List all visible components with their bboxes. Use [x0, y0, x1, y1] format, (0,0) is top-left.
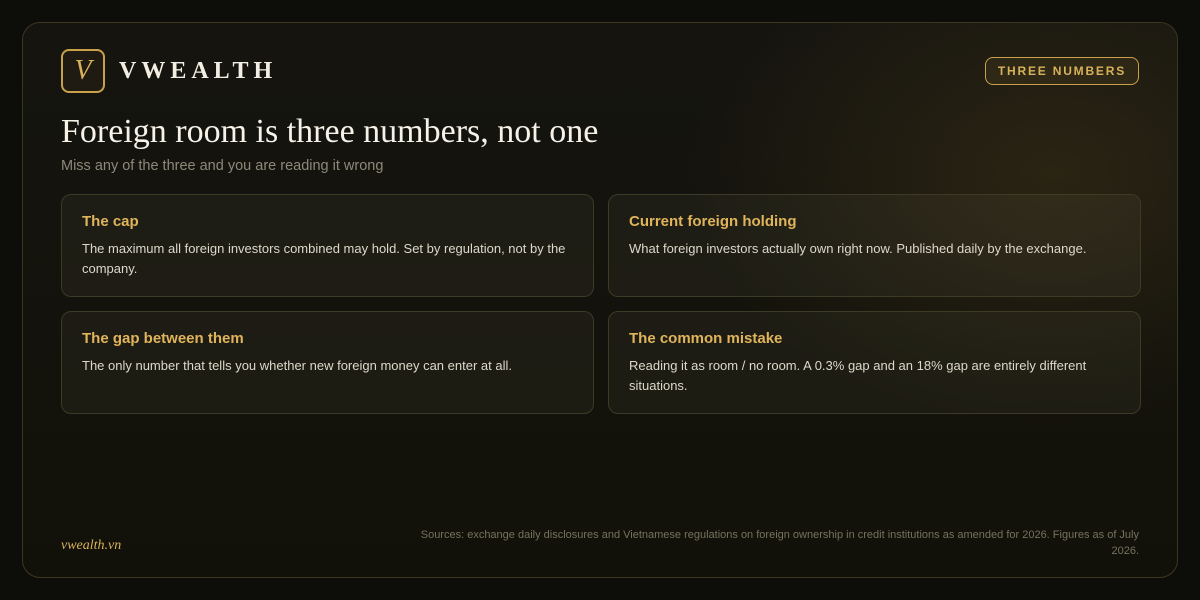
card-text: The only number that tells you whether new foreign money can enter at all. [82, 358, 512, 373]
brand [61, 49, 277, 93]
card-gap-between-them [61, 311, 594, 414]
logo-mark [61, 49, 105, 93]
card-title: The cap [82, 213, 139, 230]
header [61, 49, 1139, 93]
card-current-foreign-holding [608, 194, 1141, 297]
cards-grid [61, 194, 1141, 414]
slide-frame [22, 22, 1178, 578]
footer-website-link[interactable]: vwealth.vn [61, 538, 122, 553]
card-title: The common mistake [629, 330, 783, 347]
card-text: What foreign investors actually own right now. Published daily by the exchange. [629, 241, 1087, 256]
card-title: Current foreign holding [629, 213, 797, 230]
card-text: The maximum all foreign investors combined may hold. Set by regulation, not by the company. [82, 241, 566, 276]
logo-letter: V [74, 55, 92, 86]
card-title: The gap between them [82, 330, 244, 347]
card-cap [61, 194, 594, 297]
topic-badge: THREE NUMBERS [985, 57, 1139, 85]
page-title: Foreign room is three numbers, not one [61, 113, 599, 150]
card-text: Reading it as room / no room. A 0.3% gap and an 18% gap are entirely different situations. [629, 358, 1087, 393]
card-common-mistake [608, 311, 1141, 414]
page-subtitle: Miss any of the three and you are reading it wrong [61, 158, 384, 174]
brand-name: VWEALTH [119, 57, 278, 84]
sources-note: Sources: exchange daily disclosures and Vietnamese regulations on foreign ownership in credit institutions as amended for 2026. Figures as of July 2026. [420, 529, 1139, 557]
